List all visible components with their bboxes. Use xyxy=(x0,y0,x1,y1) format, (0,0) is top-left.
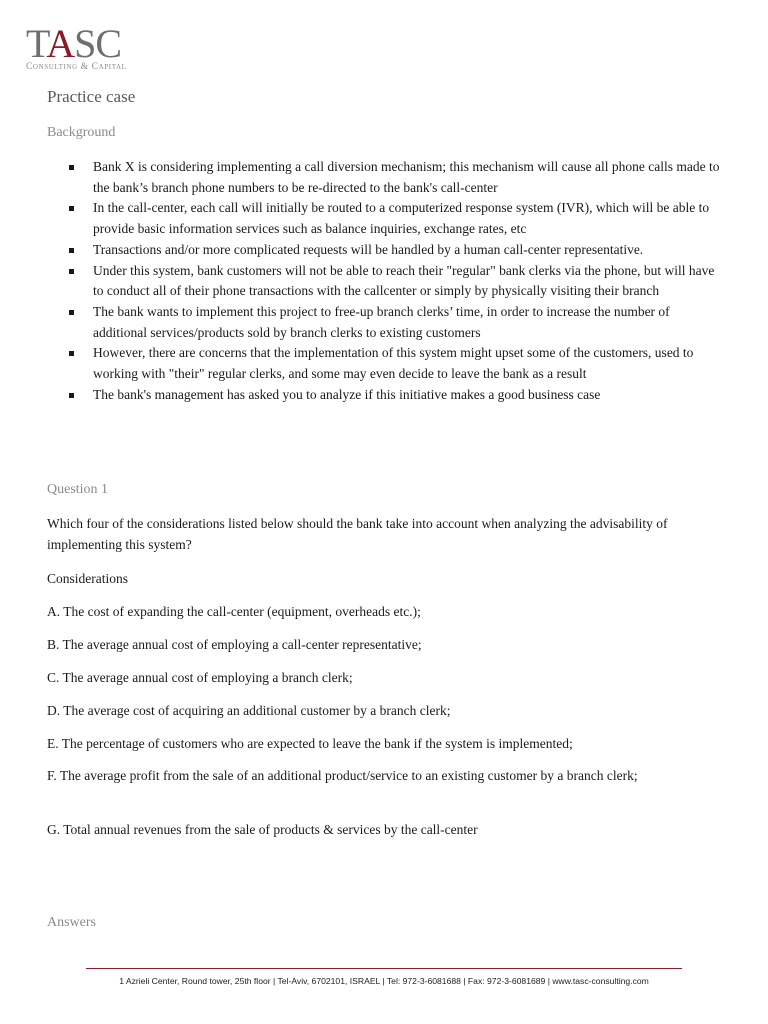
question-text: Which four of the considerations listed below should the bank take into account when analyzing the advisability of implementing this system? xyxy=(47,516,668,552)
list-item: In the call-center, each call will initially be routed to a computerized response system (IVR), which will be able to provide basic information services such as balance inquiries, exchange rates, etc xyxy=(47,198,727,239)
tasc-logo xyxy=(26,21,156,72)
logo-wordmark xyxy=(26,21,122,66)
option-a: A. The cost of expanding the call-center (equipment, overheads etc.); xyxy=(47,604,421,619)
list-item: Bank X is considering implementing a call diversion mechanism; this mechanism will cause all phone calls made to the bank’s branch phone numbers to be re-directed to the bank's call-center xyxy=(47,157,727,198)
background-heading: Background xyxy=(47,125,116,140)
considerations-label: Considerations xyxy=(47,571,128,586)
logo-subtitle: Consulting & Capital xyxy=(26,62,127,72)
background-bullet-list xyxy=(47,157,727,405)
option-b: B. The average annual cost of employing a call-center representative; xyxy=(47,637,422,652)
page-title: Practice case xyxy=(47,87,136,106)
list-item: Under this system, bank customers will not be able to reach their "regular" bank clerks via the phone, but will have to conduct all of their phone transactions with the callcenter or simply by physically visiting their branch xyxy=(47,261,727,302)
list-item: Transactions and/or more complicated requests will be handled by a human call-center representative. xyxy=(47,240,727,261)
list-item: The bank wants to implement this project to free-up branch clerks’ time, in order to increase the number of additional services/products sold by branch clerks to existing customers xyxy=(47,302,727,343)
footer-divider xyxy=(86,968,682,969)
question-heading: Question 1 xyxy=(47,482,109,497)
logo-text: TASC xyxy=(26,21,122,66)
option-e: E. The percentage of customers who are expected to leave the bank if the system is implemented; xyxy=(47,736,573,751)
option-c: C. The average annual cost of employing a branch clerk; xyxy=(47,670,353,685)
footer-address: 1 Azrieli Center, Round tower, 25th floor | Tel-Aviv, 6702101, ISRAEL | Tel: 972-3-6081688 | Fax: 972-3-6081689 | www.tasc-consulting.com xyxy=(119,976,649,986)
option-d: D. The average cost of acquiring an additional customer by a branch clerk; xyxy=(47,703,451,718)
answers-heading: Answers xyxy=(47,915,96,930)
list-item: The bank's management has asked you to analyze if this initiative makes a good business case xyxy=(47,385,727,406)
option-f: F. The average profit from the sale of an additional product/service to an existing customer by a branch clerk; xyxy=(47,768,638,783)
option-g: G. Total annual revenues from the sale of products & services by the call-center xyxy=(47,822,478,837)
list-item: However, there are concerns that the implementation of this system might upset some of the customers, used to working with "their" regular clerks, and some may even decide to leave the bank as a result xyxy=(47,343,727,384)
